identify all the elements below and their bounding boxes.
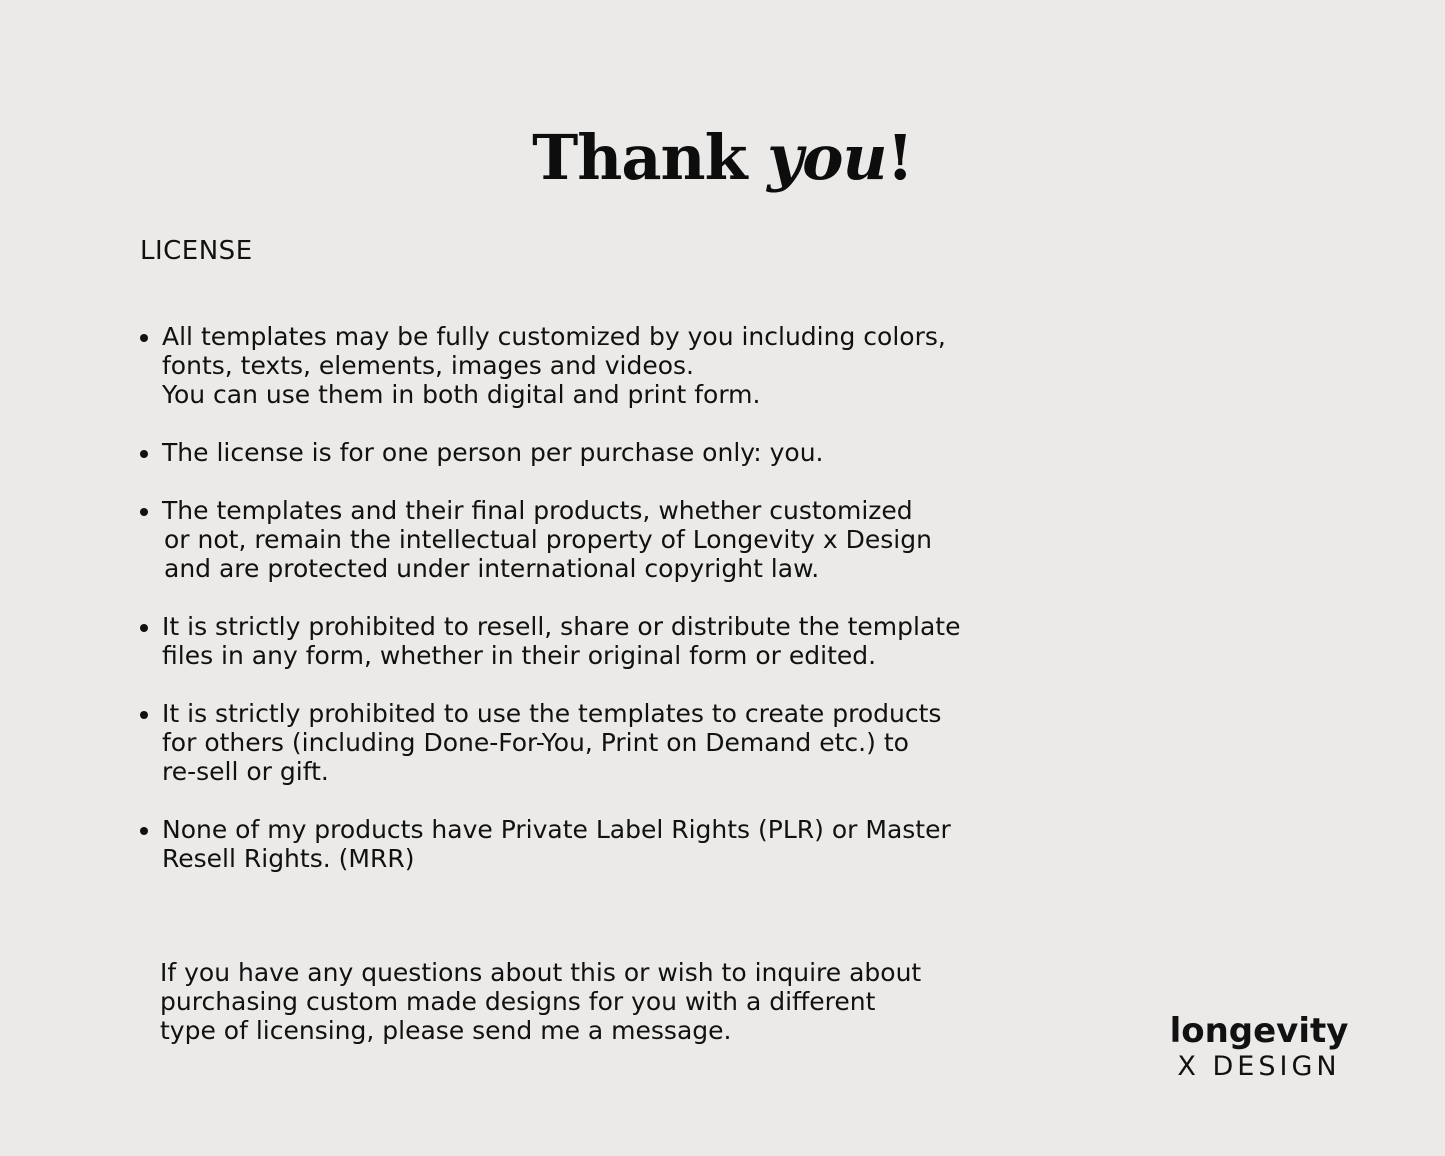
term-line: It is strictly prohibited to resell, share or distribute the template <box>162 612 961 641</box>
license-term-intellectual-property <box>140 496 1060 583</box>
bullet-dot-icon <box>140 624 148 632</box>
title-part2: ! <box>886 120 913 194</box>
license-terms-list <box>140 322 1060 902</box>
closing-line: type of licensing, please send me a message. <box>160 1016 732 1045</box>
license-term-one-person <box>140 438 1060 467</box>
term-line: files in any form, whether in their original form or edited. <box>162 641 877 670</box>
page-title <box>0 120 1445 196</box>
license-term-no-products-for-others <box>140 699 1060 786</box>
brand-logo <box>1150 1012 1368 1084</box>
license-heading: LICENSE <box>140 236 253 266</box>
logo-wordmark: longevity <box>1169 1011 1349 1051</box>
term-line: The license is for one person per purchase only: you. <box>162 438 824 467</box>
license-term-no-plr-mrr <box>140 815 1060 873</box>
term-line: and are protected under international copyright law. <box>164 554 820 583</box>
term-line: fonts, texts, elements, images and videos. <box>162 351 695 380</box>
term-line: re-sell or gift. <box>162 757 329 786</box>
term-line: It is strictly prohibited to use the templates to create products <box>162 699 942 728</box>
term-line: for others (including Done-For-You, Print on Demand etc.) to <box>162 728 909 757</box>
closing-message <box>160 958 1060 1045</box>
bullet-dot-icon <box>140 827 148 835</box>
license-term-customization <box>140 322 1060 409</box>
term-line: None of my products have Private Label Rights (PLR) or Master <box>162 815 951 844</box>
closing-line: If you have any questions about this or wish to inquire about <box>160 958 922 987</box>
logo-subtitle: X DESIGN <box>1177 1051 1341 1082</box>
bullet-dot-icon <box>140 334 148 342</box>
term-line: The templates and their final products, whether customized <box>162 496 913 525</box>
term-line: or not, remain the intellectual property of Longevity x Design <box>164 525 932 554</box>
term-line: All templates may be fully customized by you including colors, <box>162 322 946 351</box>
title-part1: Thank <box>532 120 768 194</box>
term-line: You can use them in both digital and print form. <box>162 380 761 409</box>
term-line: Resell Rights. (MRR) <box>162 844 415 873</box>
license-term-no-resell <box>140 612 1060 670</box>
title-emphasis: you <box>767 120 887 194</box>
bullet-dot-icon <box>140 711 148 719</box>
bullet-dot-icon <box>140 508 148 516</box>
bullet-dot-icon <box>140 450 148 458</box>
closing-line: purchasing custom made designs for you with a different <box>160 987 876 1016</box>
